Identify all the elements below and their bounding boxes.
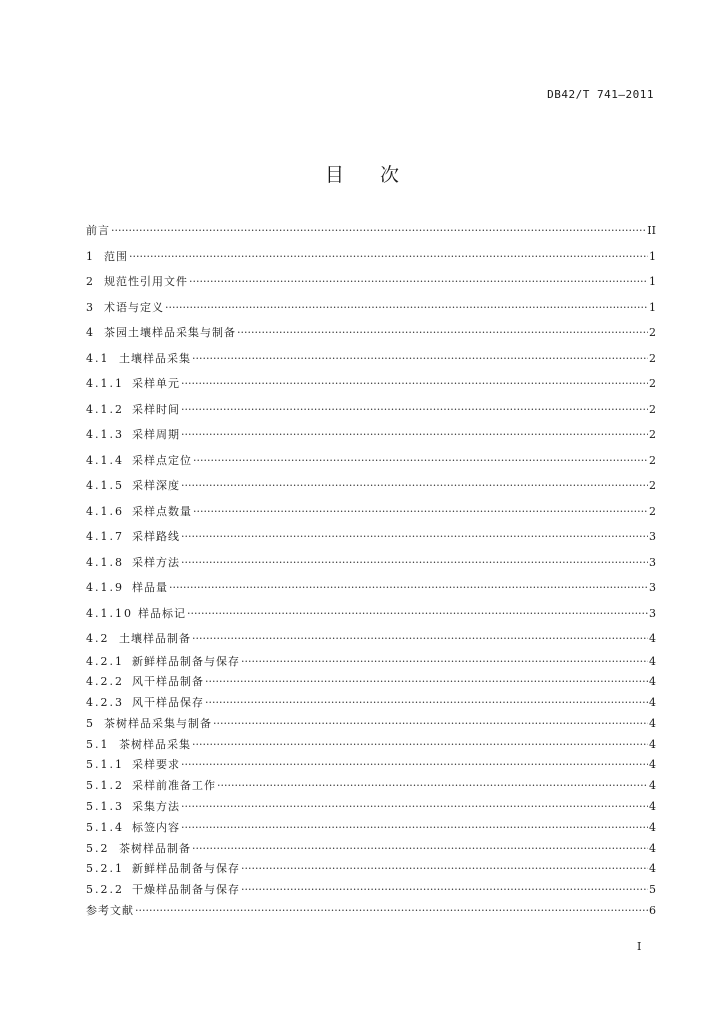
toc-leader-dots xyxy=(192,626,648,652)
toc-entry-label: 干燥样品制备与保存 xyxy=(132,883,240,897)
toc-leader-dots xyxy=(192,839,648,860)
toc-entry[interactable] xyxy=(86,714,656,735)
toc-entry[interactable] xyxy=(86,693,656,714)
toc-entry[interactable] xyxy=(86,473,656,499)
toc-entry[interactable] xyxy=(86,295,656,321)
toc-entry-label: 采样周期 xyxy=(132,428,180,441)
toc-entry-label: 风干样品制备 xyxy=(132,675,204,689)
toc-entry[interactable] xyxy=(86,524,656,550)
toc-entry[interactable] xyxy=(86,901,656,922)
toc-entry-number: 5.1.4 xyxy=(86,820,124,834)
toc-entry-page: 2 xyxy=(649,351,656,365)
toc-leader-dots xyxy=(181,422,648,448)
toc-entry-number: 5.1.2 xyxy=(86,779,124,793)
toc-leader-dots xyxy=(111,218,646,244)
toc-entry-number: 3 xyxy=(86,300,95,314)
toc-entry-label: 茶树样品采集 xyxy=(119,737,191,751)
toc-entry[interactable] xyxy=(86,601,656,627)
toc-entry-label: 采样时间 xyxy=(132,402,180,416)
toc-entry-number: 4.1.1 xyxy=(86,377,124,390)
toc-leader-dots xyxy=(193,448,648,474)
toc-leader-dots xyxy=(192,735,648,756)
toc-entry[interactable] xyxy=(86,776,656,797)
toc-title-part2: 次 xyxy=(380,164,400,186)
toc-entry-number: 5.2 xyxy=(86,841,110,855)
toc-entry[interactable] xyxy=(86,371,656,397)
toc-entry-page: 4 xyxy=(649,716,656,730)
toc-entry[interactable] xyxy=(86,626,656,652)
toc-entry-label: 茶树样品制备 xyxy=(119,841,191,855)
toc-entry-page: 2 xyxy=(649,402,656,416)
toc-leader-dots xyxy=(181,473,648,499)
toc-entry-number: 4.2.3 xyxy=(86,696,124,710)
toc-entry[interactable] xyxy=(86,652,656,673)
toc-entry-label: 风干样品保存 xyxy=(132,696,204,710)
toc-leader-dots xyxy=(241,880,648,901)
toc-entry-number: 4.1.3 xyxy=(86,428,124,441)
toc-leader-dots xyxy=(213,714,648,735)
toc-entry-number: 4.1.8 xyxy=(86,555,124,569)
toc-entry-number: 4 xyxy=(86,326,95,339)
toc-entry-label: 规范性引用文件 xyxy=(104,275,188,288)
toc-entry-label: 茶树样品采集与制备 xyxy=(104,716,212,730)
toc-entry[interactable] xyxy=(86,269,656,295)
toc-entry-page: 3 xyxy=(649,606,656,620)
toc-entry-page: 5 xyxy=(649,883,656,897)
toc-entry[interactable] xyxy=(86,755,656,776)
toc-entry[interactable] xyxy=(86,550,656,576)
toc-entry-page: 1 xyxy=(649,275,656,288)
toc-entry-page: 4 xyxy=(649,862,656,876)
toc-entry-number: 4.1.4 xyxy=(86,453,124,467)
toc-entry[interactable] xyxy=(86,672,656,693)
toc-entry-page: 4 xyxy=(649,632,656,645)
toc-leader-dots xyxy=(192,346,648,372)
toc-entry-label: 标签内容 xyxy=(132,820,180,834)
toc-entry-page: II xyxy=(647,224,656,237)
toc-entry-label: 采样方法 xyxy=(132,555,180,569)
toc-entry-page: 6 xyxy=(649,904,656,918)
toc-entry-number: 4.1.9 xyxy=(86,581,124,594)
toc-entry-number: 4.2 xyxy=(86,632,110,645)
toc-entry-page: 3 xyxy=(649,581,656,594)
toc-entry-page: 4 xyxy=(649,779,656,793)
toc-entry-page: 4 xyxy=(649,758,656,772)
toc-entry[interactable] xyxy=(86,859,656,880)
toc-entry-number: 5.2.2 xyxy=(86,883,124,897)
toc-entry[interactable] xyxy=(86,244,656,270)
toc-entry[interactable] xyxy=(86,397,656,423)
toc-entry-page: 3 xyxy=(649,555,656,569)
toc-entry[interactable] xyxy=(86,499,656,525)
toc-entry-label: 术语与定义 xyxy=(104,300,164,314)
toc-leader-dots xyxy=(193,499,648,525)
toc-leader-dots xyxy=(169,575,648,601)
toc-leader-dots xyxy=(237,320,648,346)
table-of-contents xyxy=(86,218,656,922)
toc-entry-label: 前言 xyxy=(86,224,110,237)
toc-entry-number: 4.2.1 xyxy=(86,654,124,668)
toc-leader-dots xyxy=(205,693,648,714)
toc-entry-page: 2 xyxy=(649,326,656,339)
toc-entry-label: 样品量 xyxy=(132,581,168,594)
toc-leader-dots xyxy=(241,652,648,673)
toc-entry-label: 参考文献 xyxy=(86,904,134,918)
toc-entry[interactable] xyxy=(86,218,656,244)
toc-entry-page: 4 xyxy=(649,696,656,710)
toc-entry-label: 土壤样品采集 xyxy=(119,351,191,365)
toc-entry-number: 2 xyxy=(86,275,95,288)
toc-entry-page: 4 xyxy=(649,675,656,689)
toc-title xyxy=(0,160,724,187)
toc-entry[interactable] xyxy=(86,448,656,474)
toc-leader-dots xyxy=(165,295,648,321)
toc-leader-dots xyxy=(205,672,648,693)
toc-entry[interactable] xyxy=(86,346,656,372)
toc-leader-dots xyxy=(181,550,648,576)
toc-entry[interactable] xyxy=(86,818,656,839)
toc-entry[interactable] xyxy=(86,880,656,901)
toc-entry-page: 4 xyxy=(649,737,656,751)
toc-entry-label: 采样深度 xyxy=(132,479,180,492)
toc-entry-number: 1 xyxy=(86,249,95,263)
toc-leader-dots xyxy=(217,776,648,797)
toc-entry-number: 5.2.1 xyxy=(86,862,124,876)
toc-entry-number: 4.1 xyxy=(86,351,110,365)
toc-entry[interactable] xyxy=(86,575,656,601)
toc-entry-page: 4 xyxy=(649,820,656,834)
toc-entry-label: 新鲜样品制备与保存 xyxy=(132,654,240,668)
toc-title-part1: 目 xyxy=(324,164,344,186)
toc-entry[interactable] xyxy=(86,320,656,346)
toc-entry[interactable] xyxy=(86,735,656,756)
toc-entry-number: 4.1.10 xyxy=(86,606,133,620)
toc-entry-label: 采样要求 xyxy=(132,758,180,772)
toc-entry[interactable] xyxy=(86,797,656,818)
toc-entry-page: 1 xyxy=(649,249,656,263)
toc-entry-number: 5.1 xyxy=(86,737,110,751)
toc-entry-label: 范围 xyxy=(104,249,128,263)
toc-entry-page: 2 xyxy=(649,377,656,390)
toc-leader-dots xyxy=(181,797,648,818)
toc-leader-dots xyxy=(181,371,648,397)
page-number: I xyxy=(637,940,642,953)
toc-entry-number: 5.1.1 xyxy=(86,758,124,772)
toc-leader-dots xyxy=(181,397,648,423)
toc-entry-page: 2 xyxy=(649,504,656,518)
document-code: DB42/T 741—2011 xyxy=(547,88,654,101)
toc-leader-dots xyxy=(187,601,648,627)
toc-entry-number: 4.1.2 xyxy=(86,402,124,416)
toc-entry-page: 2 xyxy=(649,479,656,492)
toc-entry-label: 采样前准备工作 xyxy=(132,779,216,793)
toc-entry-label: 采样点定位 xyxy=(132,453,192,467)
toc-entry-label: 茶园土壤样品采集与制备 xyxy=(104,326,236,339)
toc-entry-page: 2 xyxy=(649,428,656,441)
toc-entry-label: 土壤样品制备 xyxy=(119,632,191,645)
toc-entry-page: 4 xyxy=(649,800,656,814)
toc-leader-dots xyxy=(181,524,648,550)
toc-entry-page: 4 xyxy=(649,841,656,855)
toc-leader-dots xyxy=(135,901,648,922)
toc-leader-dots xyxy=(189,269,648,295)
toc-entry-label: 采样单元 xyxy=(132,377,180,390)
toc-entry-number: 4.1.6 xyxy=(86,504,124,518)
toc-entry[interactable] xyxy=(86,422,656,448)
toc-entry-number: 4.1.7 xyxy=(86,530,124,543)
toc-entry-label: 采样路线 xyxy=(132,530,180,543)
toc-entry-label: 采样点数量 xyxy=(132,504,192,518)
toc-entry-page: 4 xyxy=(649,654,656,668)
toc-entry-label: 新鲜样品制备与保存 xyxy=(132,862,240,876)
toc-entry-number: 4.2.2 xyxy=(86,675,124,689)
toc-leader-dots xyxy=(129,244,648,270)
toc-entry-label: 采集方法 xyxy=(132,800,180,814)
toc-entry[interactable] xyxy=(86,839,656,860)
toc-entry-page: 3 xyxy=(649,530,656,543)
toc-entry-number: 5 xyxy=(86,716,95,730)
toc-leader-dots xyxy=(181,818,648,839)
toc-entry-label: 样品标记 xyxy=(138,606,186,620)
toc-entry-number: 4.1.5 xyxy=(86,479,124,492)
toc-entry-page: 1 xyxy=(649,300,656,314)
toc-leader-dots xyxy=(241,859,648,880)
toc-leader-dots xyxy=(181,755,648,776)
toc-entry-number: 5.1.3 xyxy=(86,800,124,814)
toc-entry-page: 2 xyxy=(649,453,656,467)
